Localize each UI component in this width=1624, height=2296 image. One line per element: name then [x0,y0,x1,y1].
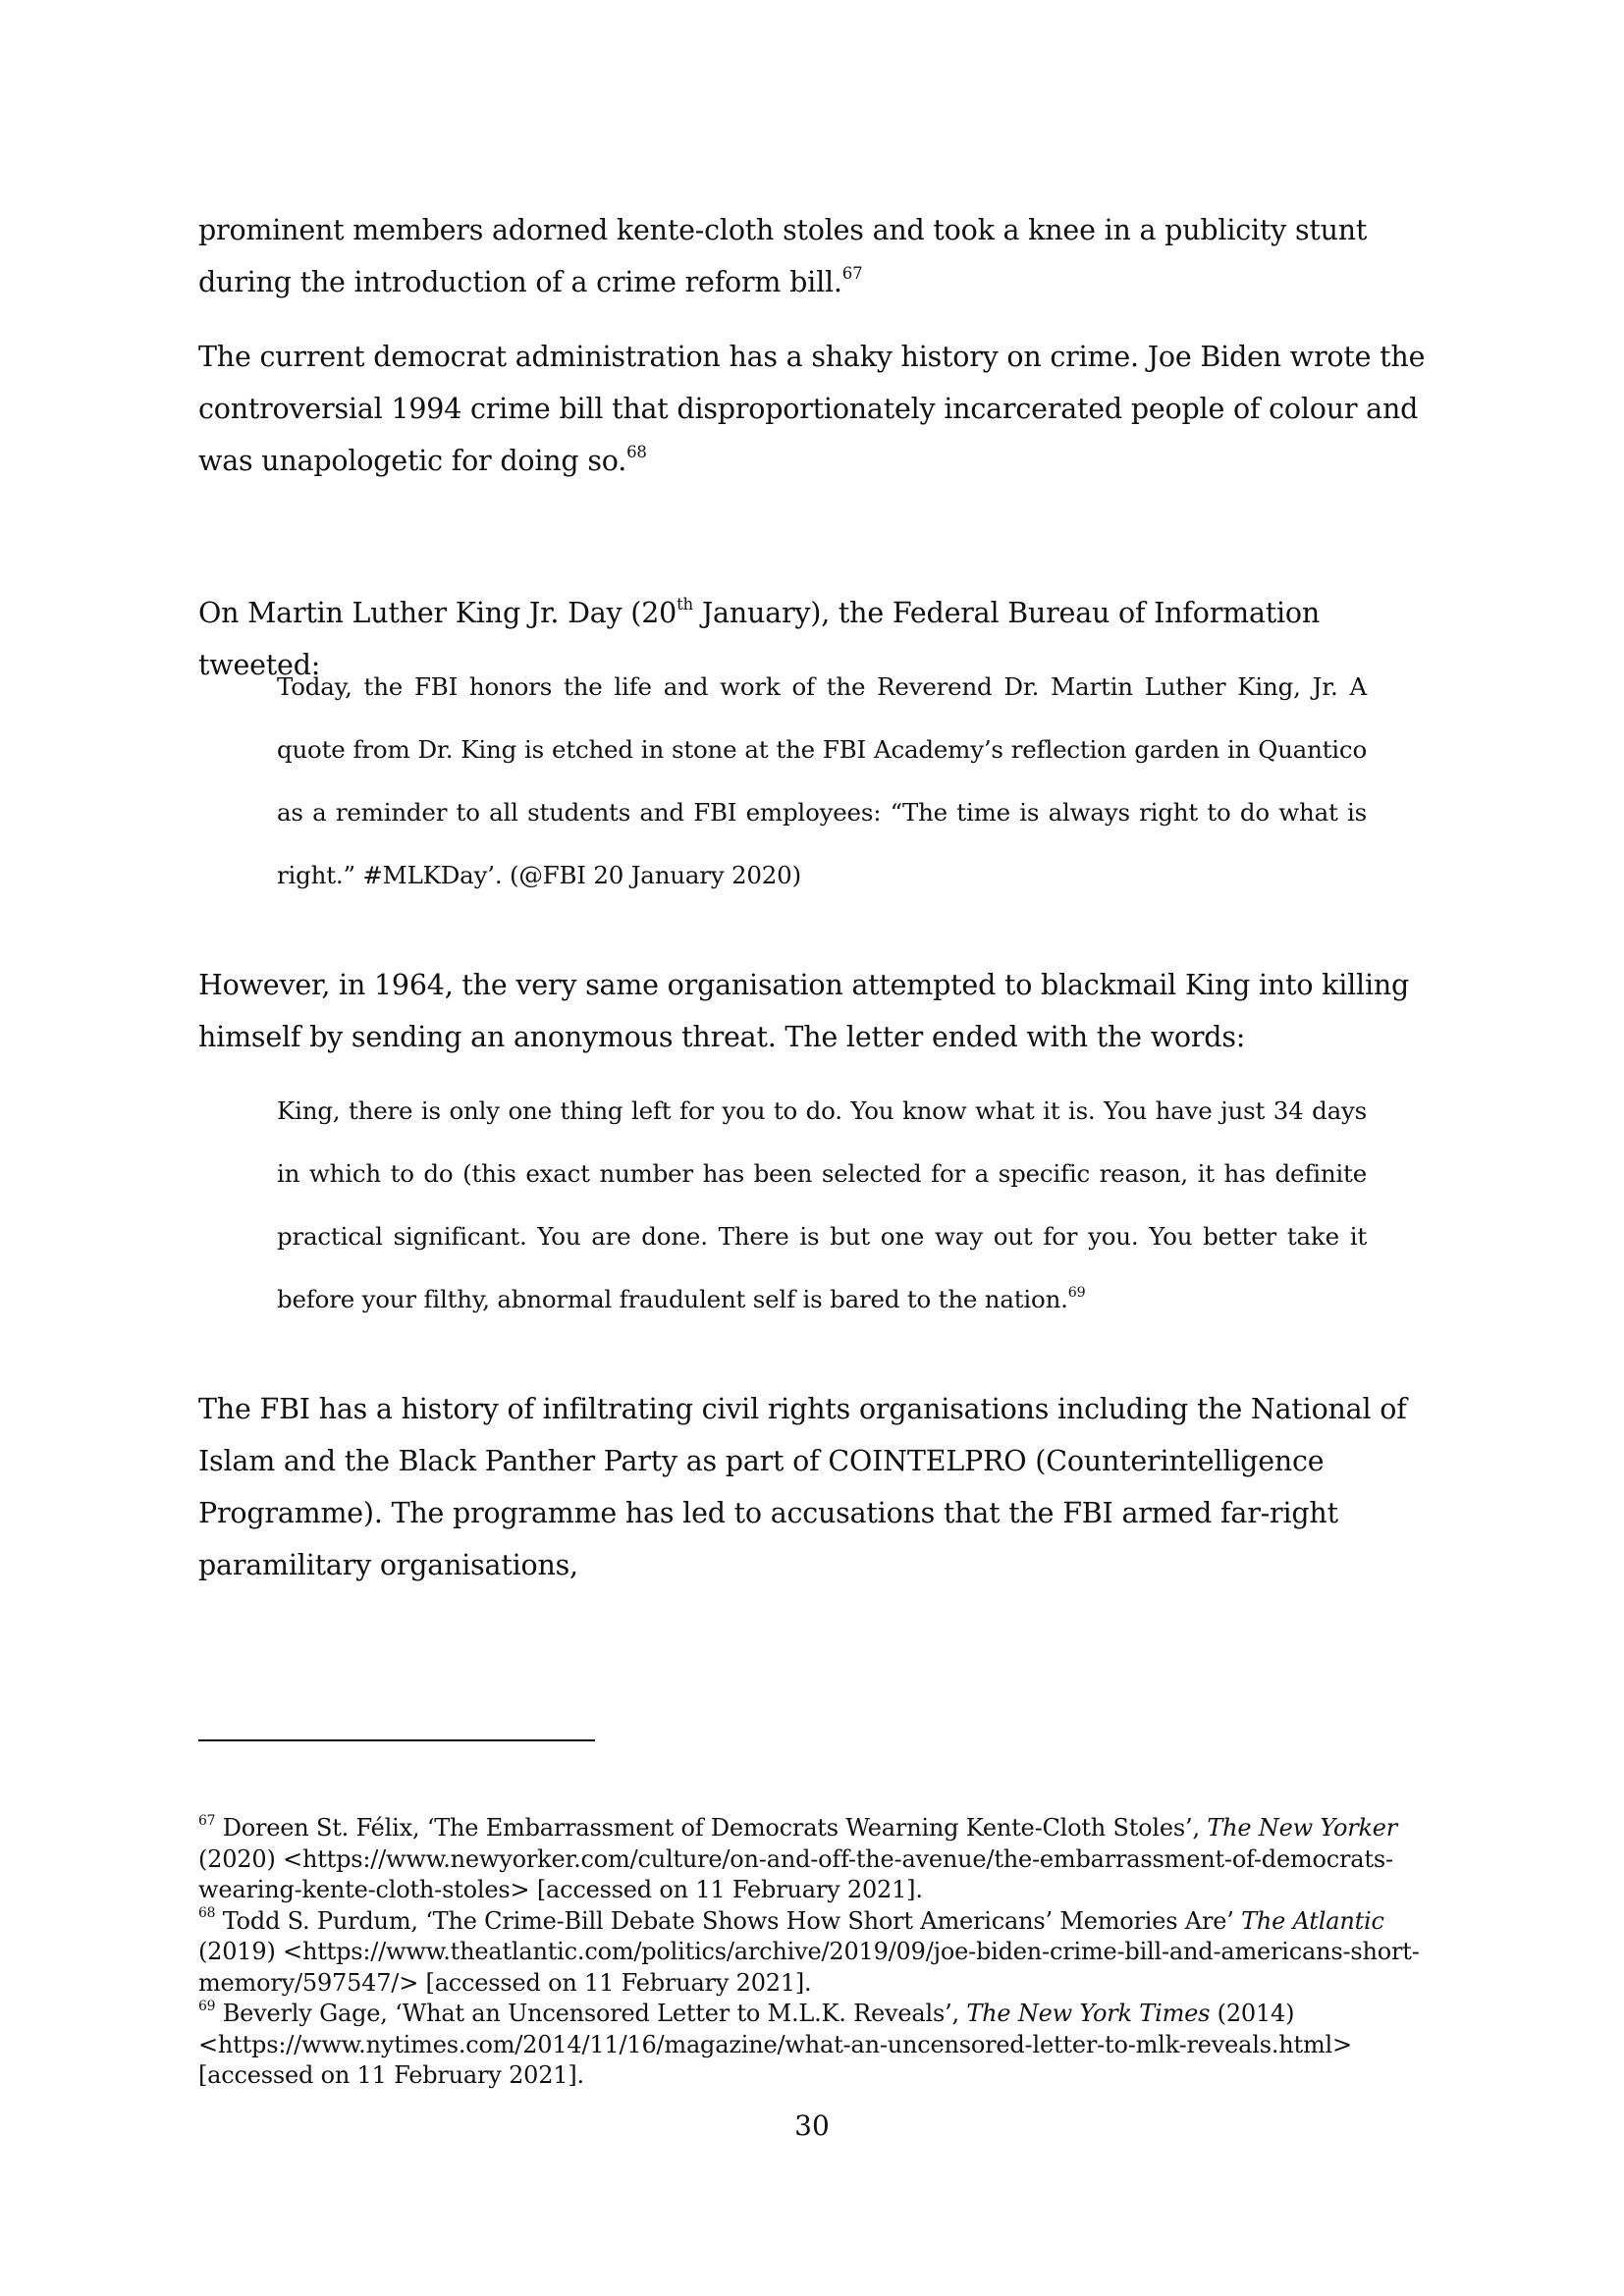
footnote-text: Beverly Gage, ‘What an Uncensored Letter to M.L.K. Reveals’, [215,2000,967,2027]
footnotes-section [198,1813,1440,2092]
paragraph-crime-history [198,331,1435,487]
footnote-ref-67[interactable]: 67 [841,264,863,284]
paragraph-text: The current democrat administration has a shaky history on crime. Joe Biden wrote the controversial 1994 crime bill that disproportionately incarcerated people of colour and was unapologetic for doing so. [198,341,1426,477]
page-number: 30 [794,2109,830,2142]
paragraph-blackmail [198,959,1435,1063]
footnote-ref-68[interactable]: 68 [626,443,647,462]
paragraph-text: However, in 1964, the very same organisation attempted to blackmail King into killing himself by sending an anonymous threat. The letter ended with the words: [198,969,1410,1053]
footnote-publication: The New York Times [966,2000,1211,2027]
paragraph-kente-cloth [198,204,1435,308]
footnote-69 [198,1999,1440,2092]
footnote-ref-69[interactable]: 69 [1067,1284,1086,1301]
footnote-number: 69 [198,1998,216,2014]
footnote-text: Todd S. Purdum, ‘The Crime-Bill Debate Shows How Short Americans’ Memories Are’ [215,1906,1242,1935]
paragraph-cointelpro [198,1383,1435,1591]
footnote-number: 68 [198,1905,216,1922]
blockquote-fbi-letter [277,1080,1367,1331]
footnote-text: (2014) <https://www.nytimes.com/2014/11/16/magazine/what-an-uncensored-letter-to-mlk-reveals.html> [accessed on 11 February 2021]. [198,2000,1352,2089]
blockquote-fbi-tweet [277,656,1367,907]
ordinal-suffix: th [677,595,693,614]
footnote-text: (2019) <https://www.theatlantic.com/politics/archive/2019/09/joe-biden-crime-bill-and-americans-short-memory/597547/> [accessed on 11 February 2021]. [198,1938,1420,1997]
footnote-67 [198,1813,1440,1906]
footnote-text: (2020) <https://www.newyorker.com/culture/on-and-off-the-avenue/the-embarrassment-of-democrats-wearing-kente-cloth-stoles> [accessed on 11 February 2021]. [198,1844,1393,1903]
paragraph-text-end: January), the Federal Bureau of Information tweeted: [198,597,1321,681]
footnote-separator [198,1739,595,1741]
paragraph-text: The FBI has a history of infiltrating civil rights organisations including the National of Islam and the Black Panther Party as part of COINTELPRO (Counterintelligence Programme). The programme has led to accusations that the FBI armed far-right paramilitary organisations, [198,1393,1407,1581]
footnote-text: Doreen St. Félix, ‘The Embarrassment of Democrats Wearning Kente-Cloth Stoles’, [215,1814,1208,1842]
quote-text: Today, the FBI honors the life and work of the Reverend Dr. Martin Luther King, Jr. A quote from Dr. King is etched in stone at the FBI Academy’s reflection garden in Quantico as a reminder to all students and FBI employees: “The time is always right to do what is right.” #MLKDay’. (@FBI 20 January 2020) [277,672,1367,889]
paragraph-text: prominent members adorned kente-cloth stoles and took a knee in a publicity stunt during the introduction of a crime reform bill. [198,214,1368,298]
footnote-publication: The New Yorker [1207,1814,1398,1842]
footnote-publication: The Atlantic [1241,1906,1384,1935]
paragraph-text-start: On Martin Luther King Jr. Day (20 [198,597,677,629]
footnote-number: 67 [198,1812,216,1829]
footnote-68 [198,1906,1440,2000]
quote-text: King, there is only one thing left for you to do. You know what it is. You have just 34 days in which to do (this exact number has been selected for a specific reason, it has definite practical significant. You are done. There is but one way out for you. You better take it before your filthy, abnormal fraudulent self is bared to the nation. [277,1096,1367,1313]
